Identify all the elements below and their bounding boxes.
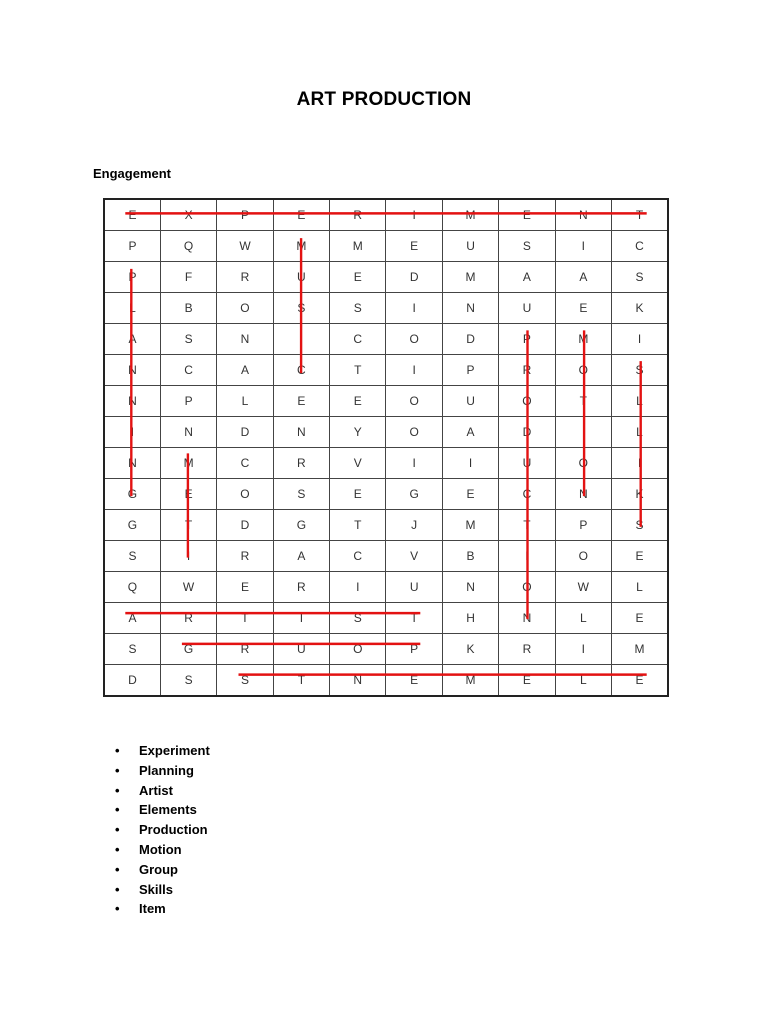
grid-cell: A <box>104 324 160 355</box>
grid-cell: S <box>330 603 386 634</box>
grid-cell: G <box>273 510 329 541</box>
grid-cell: S <box>273 293 329 324</box>
grid-cell: E <box>104 199 160 231</box>
word-search-grid <box>103 198 669 690</box>
grid-cell: H <box>442 603 498 634</box>
grid-row <box>104 665 668 697</box>
grid-cell: N <box>217 324 273 355</box>
word-list-label: Elements <box>139 802 197 818</box>
word-list-item <box>115 880 210 900</box>
word-list-label: Item <box>139 901 166 917</box>
grid-cell: U <box>442 386 498 417</box>
grid-cell: N <box>330 665 386 697</box>
grid-cell: E <box>330 479 386 510</box>
grid-cell: P <box>499 324 555 355</box>
grid-cell: D <box>217 510 273 541</box>
grid-cell: A <box>555 262 611 293</box>
grid-cell: G <box>386 479 442 510</box>
bullet-icon: • <box>115 743 120 758</box>
grid-cell: N <box>555 199 611 231</box>
grid-cell: R <box>217 541 273 572</box>
grid-cell: J <box>386 510 442 541</box>
grid-cell: T <box>555 386 611 417</box>
bullet-icon: • <box>115 901 120 917</box>
grid-cell: P <box>442 355 498 386</box>
grid-cell: M <box>555 324 611 355</box>
grid-cell: D <box>386 262 442 293</box>
grid-cell: S <box>104 541 160 572</box>
grid-cell: L <box>612 417 668 448</box>
grid-cell: S <box>612 355 668 386</box>
section-heading: Engagement <box>93 166 172 181</box>
grid-cell: C <box>160 355 216 386</box>
grid-cell: E <box>612 541 668 572</box>
grid-cell: L <box>217 386 273 417</box>
grid-cell: Y <box>330 417 386 448</box>
grid-cell: P <box>160 386 216 417</box>
grid-cell: R <box>217 262 273 293</box>
bullet-icon: • <box>115 782 120 798</box>
page-title: ART PRODUCTION <box>296 89 472 110</box>
grid-cell: E <box>273 199 329 231</box>
grid-cell: U <box>499 293 555 324</box>
grid-cell: T <box>499 510 555 541</box>
grid-cell: B <box>442 541 498 572</box>
grid-cell: S <box>330 293 386 324</box>
grid-cell: C <box>330 541 386 572</box>
grid-cell: R <box>273 448 329 479</box>
grid-cell: C <box>217 448 273 479</box>
grid-cell: U <box>273 262 329 293</box>
grid-cell: R <box>273 572 329 603</box>
grid-cell: E <box>499 199 555 231</box>
grid-cell: L <box>104 293 160 324</box>
bullet-icon: • <box>115 841 120 857</box>
grid-cell: M <box>442 510 498 541</box>
grid-cell: D <box>499 417 555 448</box>
grid-cell: E <box>612 603 668 634</box>
grid-cell: E <box>612 665 668 697</box>
grid-cell: Q <box>104 572 160 603</box>
grid-cell: K <box>612 479 668 510</box>
grid-cell: P <box>555 510 611 541</box>
grid-cell: I <box>555 231 611 262</box>
grid-cell: M <box>612 634 668 665</box>
grid-cell: R <box>330 199 386 231</box>
grid-cell: V <box>386 541 442 572</box>
grid-cell: I <box>442 448 498 479</box>
grid-cell: N <box>104 448 160 479</box>
grid-cell: T <box>386 603 442 634</box>
word-list-item <box>115 741 210 761</box>
grid-cell: D <box>442 324 498 355</box>
grid-cell: E <box>160 479 216 510</box>
bullet-icon: • <box>115 861 120 877</box>
grid-cell: I <box>499 541 555 572</box>
grid-cell: O <box>499 572 555 603</box>
word-list-item <box>115 899 210 919</box>
grid-cell: Q <box>160 231 216 262</box>
grid-cell: C <box>273 355 329 386</box>
grid-cell: S <box>612 510 668 541</box>
grid-cell: O <box>217 479 273 510</box>
grid-cell: O <box>386 386 442 417</box>
grid-cell: M <box>442 262 498 293</box>
grid-row <box>104 541 668 572</box>
grid-row <box>104 231 668 262</box>
grid-cell: T <box>330 355 386 386</box>
grid-row <box>104 293 668 324</box>
grid-cell: A <box>273 541 329 572</box>
grid-row <box>104 262 668 293</box>
word-list-label: Artist <box>139 782 173 798</box>
grid-cell: L <box>555 665 611 697</box>
grid-cell: S <box>104 634 160 665</box>
grid-cell: A <box>499 262 555 293</box>
grid-cell: R <box>499 634 555 665</box>
grid-row <box>104 386 668 417</box>
grid-cell: N <box>104 386 160 417</box>
grid-cell: R <box>217 634 273 665</box>
word-list-label: Skills <box>139 881 173 897</box>
grid-cell: X <box>160 199 216 231</box>
grid-cell: T <box>160 510 216 541</box>
grid-row <box>104 324 668 355</box>
bullet-icon: • <box>115 762 120 778</box>
word-list-item <box>115 761 210 781</box>
grid-cell: I <box>330 572 386 603</box>
word-list-item <box>115 781 210 801</box>
grid-cell: U <box>273 634 329 665</box>
grid-cell: W <box>160 572 216 603</box>
grid-cell: C <box>330 324 386 355</box>
grid-cell: R <box>160 603 216 634</box>
grid-cell: I <box>612 448 668 479</box>
grid-row <box>104 199 668 231</box>
grid-cell: G <box>104 510 160 541</box>
grid-cell: A <box>104 603 160 634</box>
grid-cell: N <box>160 417 216 448</box>
grid-cell <box>273 324 329 355</box>
grid-cell: O <box>386 417 442 448</box>
grid-cell: K <box>442 634 498 665</box>
word-list-item <box>115 840 210 860</box>
grid-cell: E <box>273 386 329 417</box>
letter-grid <box>103 198 669 697</box>
grid-cell: T <box>217 603 273 634</box>
word-list-label: Motion <box>139 841 182 857</box>
grid-cell: R <box>499 355 555 386</box>
grid-cell: S <box>499 231 555 262</box>
grid-cell: M <box>442 199 498 231</box>
grid-cell: I <box>104 417 160 448</box>
grid-cell: L <box>612 572 668 603</box>
grid-cell: G <box>160 634 216 665</box>
grid-cell: E <box>386 231 442 262</box>
grid-cell: N <box>273 417 329 448</box>
grid-cell: N <box>442 293 498 324</box>
grid-cell: G <box>104 479 160 510</box>
grid-cell: U <box>499 448 555 479</box>
grid-row <box>104 479 668 510</box>
word-list-label: Planning <box>139 762 194 778</box>
grid-row <box>104 603 668 634</box>
grid-row <box>104 355 668 386</box>
grid-cell: E <box>555 293 611 324</box>
grid-cell: N <box>104 355 160 386</box>
grid-cell: B <box>160 293 216 324</box>
grid-cell: P <box>386 634 442 665</box>
grid-cell: S <box>160 665 216 697</box>
grid-cell: A <box>217 355 273 386</box>
grid-cell: M <box>330 231 386 262</box>
grid-cell: D <box>104 665 160 697</box>
bullet-icon: • <box>115 881 120 897</box>
grid-cell: E <box>330 262 386 293</box>
grid-cell: W <box>555 572 611 603</box>
grid-cell: E <box>499 665 555 697</box>
grid-cell: O <box>555 355 611 386</box>
grid-cell: V <box>330 448 386 479</box>
grid-cell: N <box>555 479 611 510</box>
word-list-item <box>115 860 210 880</box>
grid-cell: P <box>104 231 160 262</box>
grid-cell: C <box>612 231 668 262</box>
grid-row <box>104 417 668 448</box>
word-list-item <box>115 800 210 820</box>
grid-cell: U <box>442 231 498 262</box>
grid-cell: I <box>612 324 668 355</box>
grid-cell: O <box>555 448 611 479</box>
grid-cell: S <box>273 479 329 510</box>
grid-cell: I <box>386 199 442 231</box>
grid-cell: M <box>160 448 216 479</box>
grid-cell: I <box>386 448 442 479</box>
grid-cell: N <box>499 603 555 634</box>
grid-cell: I <box>555 634 611 665</box>
grid-cell: C <box>499 479 555 510</box>
grid-cell: T <box>273 665 329 697</box>
grid-cell: I <box>160 541 216 572</box>
grid-cell: I <box>386 355 442 386</box>
grid-cell: O <box>386 324 442 355</box>
word-list-label: Experiment <box>139 743 210 758</box>
word-list-label: Group <box>139 861 178 877</box>
grid-cell: M <box>442 665 498 697</box>
word-list <box>115 741 210 919</box>
word-list-item <box>115 820 210 840</box>
bullet-icon: • <box>115 802 120 818</box>
grid-cell: D <box>217 417 273 448</box>
grid-cell: T <box>330 510 386 541</box>
grid-cell: E <box>217 572 273 603</box>
grid-cell: O <box>217 293 273 324</box>
grid-cell: M <box>273 231 329 262</box>
grid-cell: N <box>442 572 498 603</box>
grid-cell: U <box>386 572 442 603</box>
grid-cell: W <box>217 231 273 262</box>
grid-cell: S <box>160 324 216 355</box>
grid-cell: T <box>612 199 668 231</box>
grid-cell: K <box>612 293 668 324</box>
grid-row <box>104 448 668 479</box>
grid-cell: E <box>442 479 498 510</box>
grid-cell: I <box>273 603 329 634</box>
grid-cell: P <box>217 199 273 231</box>
grid-cell: A <box>442 417 498 448</box>
grid-cell <box>555 417 611 448</box>
grid-cell: L <box>555 603 611 634</box>
grid-cell: E <box>386 665 442 697</box>
grid-cell: O <box>555 541 611 572</box>
grid-cell: P <box>104 262 160 293</box>
grid-row <box>104 634 668 665</box>
grid-cell: F <box>160 262 216 293</box>
bullet-icon: • <box>115 822 120 838</box>
grid-cell: O <box>330 634 386 665</box>
grid-cell: E <box>330 386 386 417</box>
word-list-label: Production <box>139 822 208 838</box>
grid-row <box>104 572 668 603</box>
grid-cell: I <box>386 293 442 324</box>
grid-cell: S <box>612 262 668 293</box>
grid-row <box>104 510 668 541</box>
grid-cell: L <box>612 386 668 417</box>
grid-cell: O <box>499 386 555 417</box>
grid-cell: S <box>217 665 273 697</box>
